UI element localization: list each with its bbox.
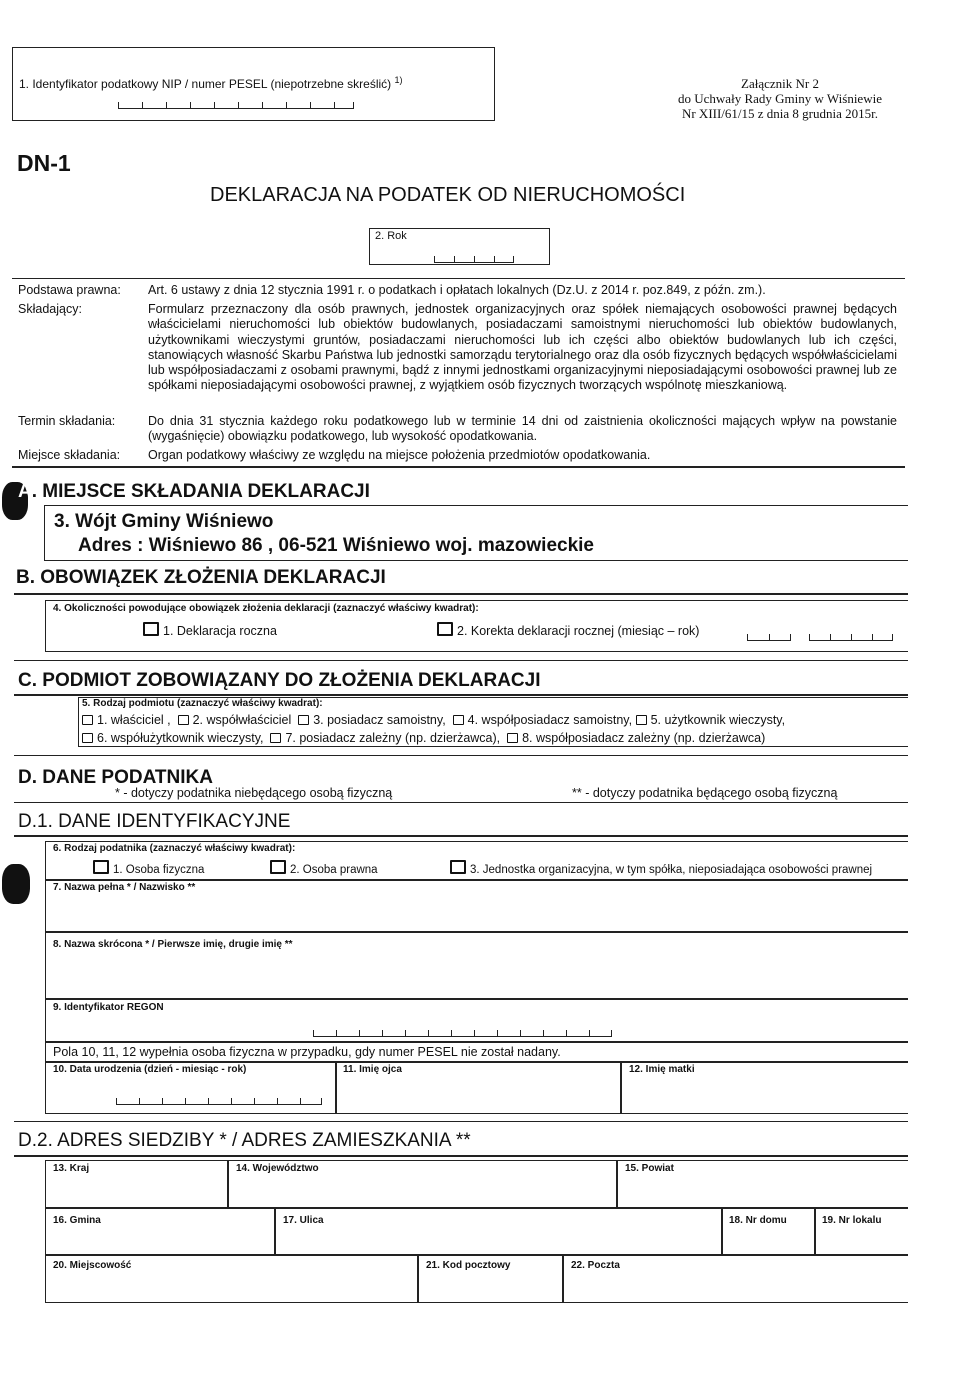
pesel-note: Pola 10, 11, 12 wypełnia osoba fizyczna w przypadku, gdy numer PESEL nie został nadany. <box>53 1045 561 1059</box>
form-title: DEKLARACJA NA PODATEK OD NIERUCHOMOŚCI <box>210 184 686 206</box>
nip-digit-ticks[interactable] <box>118 100 354 109</box>
section-d-note-2: ** - dotyczy podatnika będącego osobą fizyczną <box>572 786 838 800</box>
birthdate-digit-ticks[interactable] <box>116 1096 322 1105</box>
subject-option-8-label: 8. współposiadacz zależny (np. dzierżawca) <box>522 731 766 745</box>
taxpayer-option-1-label: 1. Osoba fizyczna <box>113 864 205 876</box>
subject-option-5-label: 5. użytkownik wieczysty, <box>650 713 786 727</box>
office-name: 3. Wójt Gminy Wiśniewo <box>54 511 274 532</box>
section-d-top-line <box>14 755 908 756</box>
correction-year-ticks[interactable] <box>809 632 893 641</box>
section-c-title: C. PODMIOT ZOBOWIĄZANY DO ZŁOŻENIA DEKLARACJI <box>18 670 541 691</box>
checkbox-icon[interactable] <box>178 715 189 725</box>
field22-label: 22. Poczta <box>571 1260 620 1271</box>
field15-label: 15. Powiat <box>625 1163 674 1174</box>
filer-text: Formularz przeznaczony dla osób prawnych, jednostek organizacyjnych oraz spółek niemających osobowości prawnej będących właścicielami nieruchomości lub obiektów budowlanych, posiadaczami samoistnymi nieruchomości lub obiektów budowlanych, użytkownikami wieczystymi gruntów, posiadaczami nieruchomości lub ich części albo obiektów budowlanych lub ich części, stanowiących własność Skarbu Państwa lub jednostki samorządu terytorialnego oraz dla osób fizycznych będących współwłaścicielami lub współposiadaczami z osobami prawnymi, bądź z innymi jednostkami organizacyjnymi nieposiadającymi osobowości prawnej lub ze spółkami nieposiadającymi osobowości prawnej, z wyjątkiem osób fizycznych tworzących wspólnotę mieszkaniową. <box>148 302 897 393</box>
field11-label: 11. Imię ojca <box>343 1064 402 1075</box>
field7-label: 7. Nazwa pełna * / Nazwisko ** <box>53 882 196 893</box>
field9-label: 9. Identyfikator REGON <box>53 1002 164 1013</box>
taxpayer-option-3[interactable] <box>450 860 872 876</box>
field4-label: 4. Okoliczności powodujące obowiązek złożenia deklaracji (zaznaczyć właściwy kwadrat): <box>53 603 479 614</box>
section-d1-line <box>14 835 908 837</box>
subject-type-row-2 <box>82 731 765 745</box>
field5-label: 5. Rodzaj podmiotu (zaznaczyć właściwy kwadrat): <box>82 698 323 709</box>
field21-label: 21. Kod pocztowy <box>426 1260 511 1271</box>
info-top-line <box>12 278 905 279</box>
year-label: 2. Rok <box>375 230 407 242</box>
deadline-label: Termin składania: <box>18 414 116 428</box>
taxpayer-option-2[interactable] <box>270 860 378 876</box>
nip-label-text: 1. Identyfikator podatkowy NIP / numer PESEL (niepotrzebne skreślić) <box>19 77 392 91</box>
subject-option-5[interactable] <box>636 713 786 727</box>
checkbox-icon[interactable] <box>298 715 309 725</box>
section-a-title <box>18 481 370 503</box>
punch-hole-2 <box>2 864 30 904</box>
deadline-text: Do dnia 31 stycznia każdego roku podatkowego lub w terminie 14 dni od zaistnienia okoliczności mających wpływ na powstanie (wygaśnięcie) obowiązku podatkowego, lub wysokość opodatkowania. <box>148 414 897 444</box>
info-bottom-line <box>12 466 905 468</box>
section-d-title: D. DANE PODATNIKA <box>18 767 213 788</box>
section-c-top-line <box>14 660 908 661</box>
subject-option-7-label: 7. posiadacz zależny (np. dzierżawca), <box>285 731 501 745</box>
subject-option-4[interactable] <box>453 713 632 727</box>
form-code: DN-1 <box>17 150 71 176</box>
checkbox-icon[interactable] <box>270 733 281 743</box>
field17-label: 17. Ulica <box>283 1215 324 1226</box>
legal-basis-label: Podstawa prawna: <box>18 283 121 297</box>
subject-option-1[interactable] <box>82 713 171 727</box>
subject-option-8[interactable] <box>507 731 765 745</box>
field16-label: 16. Gmina <box>53 1215 101 1226</box>
section-a-letter: A <box>18 481 32 502</box>
section-d-note-1: * - dotyczy podatnika niebędącego osobą fizyczną <box>115 786 393 800</box>
field8-label: 8. Nazwa skrócona * / Pierwsze imię, drugie imię ** <box>53 939 293 950</box>
section-c-line <box>14 694 908 696</box>
field17-box[interactable] <box>275 1208 722 1255</box>
nip-footnote-ref: 1) <box>394 75 403 85</box>
office-address: Adres : Wiśniewo 86 , 06-521 Wiśniewo woj. mazowieckie <box>78 535 594 556</box>
taxpayer-option-2-label: 2. Osoba prawna <box>290 864 378 876</box>
correction-month-ticks[interactable] <box>747 632 791 641</box>
checkbox-icon[interactable] <box>450 860 466 874</box>
checkbox-icon[interactable] <box>270 860 286 874</box>
subject-option-7[interactable] <box>270 731 500 745</box>
section-b-line <box>14 593 908 595</box>
field4-option-2-label: 2. Korekta deklaracji rocznej (miesiąc – rok) <box>457 624 700 638</box>
subject-option-1-label: 1. właściciel , <box>97 713 171 727</box>
checkbox-icon[interactable] <box>82 733 93 743</box>
section-d2-title: D.2. ADRES SIEDZIBY * / ADRES ZAMIESZKANIA ** <box>18 1130 471 1151</box>
field13-label: 13. Kraj <box>53 1163 90 1174</box>
section-d2-line <box>14 1155 908 1157</box>
field4-option-1[interactable] <box>143 622 277 638</box>
regon-digit-ticks[interactable] <box>313 1028 612 1037</box>
field10-label: 10. Data urodzenia (dzień - miesiąc - rok) <box>53 1064 247 1075</box>
place-text: Organ podatkowy właściwy ze względu na miejsce położenia przedmiotów opodatkowania. <box>148 448 651 462</box>
checkbox-icon[interactable] <box>507 733 518 743</box>
field14-label: 14. Województwo <box>236 1163 319 1174</box>
field12-label: 12. Imię matki <box>629 1064 695 1075</box>
section-d2-top-line <box>14 1121 908 1122</box>
filer-label: Składający: <box>18 302 82 316</box>
checkbox-icon[interactable] <box>453 715 464 725</box>
field6-label: 6. Rodzaj podatnika (zaznaczyć właściwy kwadrat): <box>53 843 296 854</box>
section-d1-title: D.1. DANE IDENTYFIKACYJNE <box>18 811 291 832</box>
subject-option-2-label: 2. współwłaściciel <box>192 713 292 727</box>
field19-label: 19. Nr lokalu <box>822 1215 882 1226</box>
section-a-title-text: . MIEJSCE SKŁADANIA DEKLARACJI <box>31 481 370 502</box>
legal-basis-text: Art. 6 ustawy z dnia 12 stycznia 1991 r. o podatkach i opłatach lokalnych (Dz.U. z 2014 r. poz.849, z późn. zm.). <box>148 283 766 297</box>
field4-option-2[interactable] <box>437 622 699 638</box>
attachment-line-3: Nr XIII/61/15 z dnia 8 grudnia 2015r. <box>681 106 879 121</box>
attachment-note <box>660 76 900 121</box>
subject-type-row-1 <box>82 713 785 727</box>
field20-label: 20. Miejscowość <box>53 1260 132 1271</box>
checkbox-icon[interactable] <box>437 622 453 636</box>
subject-option-3[interactable] <box>298 713 445 727</box>
nip-label <box>19 75 403 91</box>
subject-option-6[interactable] <box>82 731 264 745</box>
place-label: Miejsce składania: <box>18 448 121 462</box>
subject-option-3-label: 3. posiadacz samoistny, <box>313 713 446 727</box>
attachment-line-1: Załącznik Nr 2 <box>741 76 819 91</box>
subject-option-4-label: 4. współposiadacz samoistny, <box>467 713 633 727</box>
checkbox-icon[interactable] <box>636 715 647 725</box>
checkbox-icon[interactable] <box>143 622 159 636</box>
field18-label: 18. Nr domu <box>729 1215 787 1226</box>
section-b-title: B. OBOWIĄZEK ZŁOŻENIA DEKLARACJI <box>16 567 386 588</box>
taxpayer-option-1[interactable] <box>93 860 204 876</box>
field4-option-1-label: 1. Deklaracja roczna <box>163 624 277 638</box>
attachment-line-2: do Uchwały Rady Gminy w Wiśniewie <box>678 91 882 106</box>
section-d-line <box>14 802 908 803</box>
taxpayer-option-3-label: 3. Jednostka organizacyjna, w tym spółka, nieposiadająca osobowości prawnej <box>470 864 873 876</box>
checkbox-icon[interactable] <box>93 860 109 874</box>
subject-option-2[interactable] <box>178 713 292 727</box>
checkbox-icon[interactable] <box>82 715 93 725</box>
year-digit-ticks[interactable] <box>434 254 514 263</box>
subject-option-6-label: 6. współużytkownik wieczysty, <box>97 731 264 745</box>
